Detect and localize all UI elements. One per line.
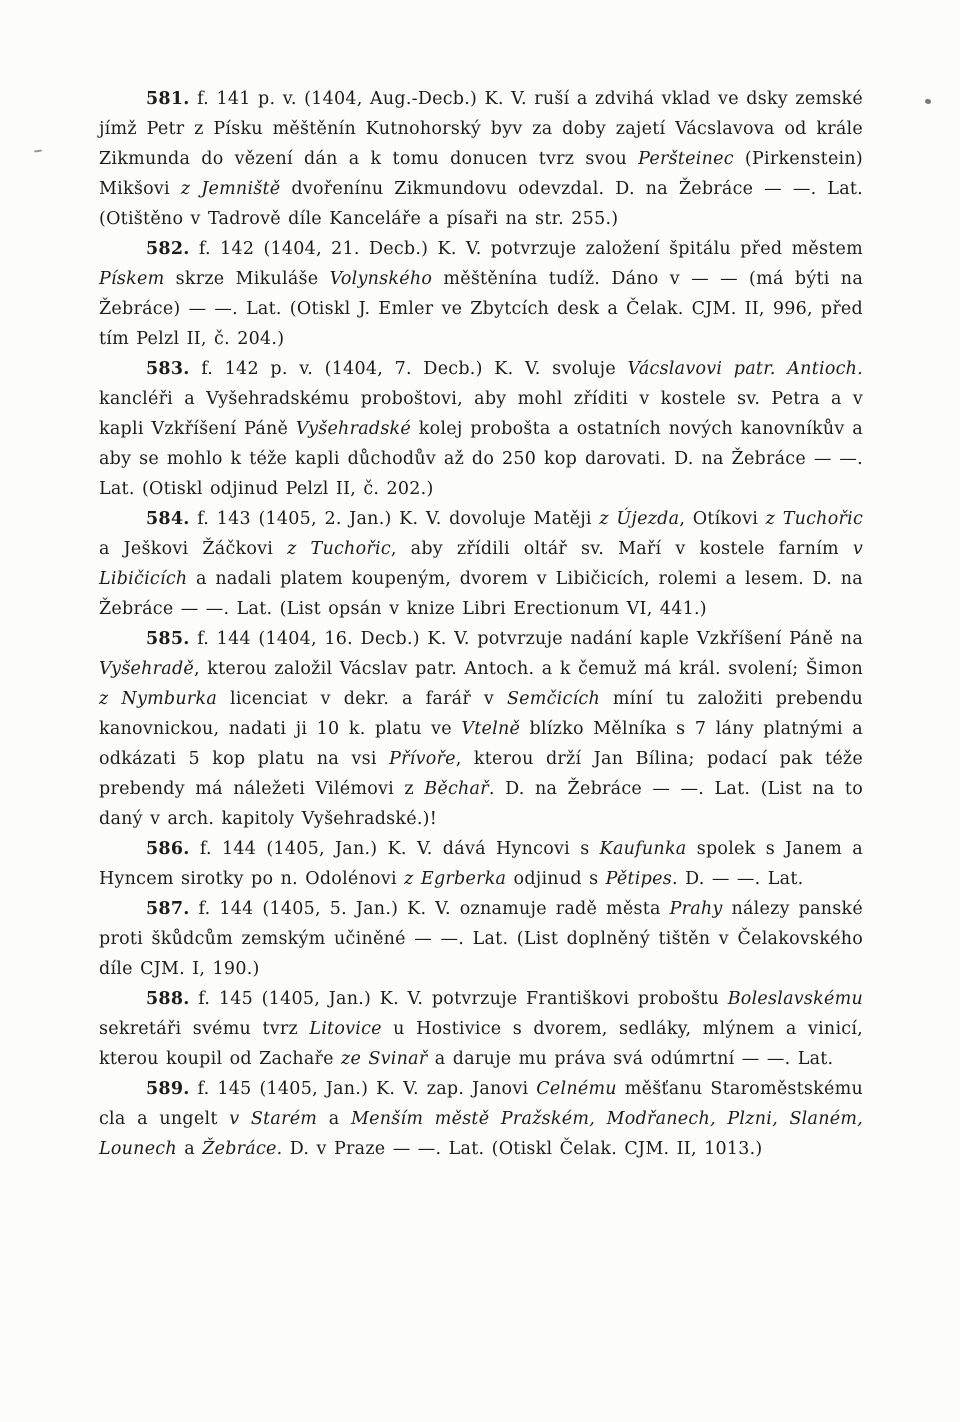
- entry-text: f. 142 p. v. (1404, 7. Decb.) K. V. svoluje: [189, 359, 628, 379]
- entry-number: 581.: [146, 89, 190, 109]
- entry-text: skrze Mikuláše: [164, 269, 330, 289]
- entry-text-italic: Pětipes: [605, 869, 672, 889]
- register-entry: [99, 984, 863, 1074]
- entry-text-italic: v Libičicích: [99, 539, 863, 589]
- entry-text: spolek s Janem a Hyncem sirotky po n. Odolénovi: [99, 839, 863, 889]
- entry-text-italic: Vyšehradě: [99, 659, 195, 679]
- entry-text-italic: Boleslavskému: [727, 989, 863, 1009]
- entry-text: f. 144 (1404, 16. Decb.) K. V. potvrzuje nadání kaple Vzkříšení Páně na: [189, 629, 863, 649]
- entry-text-italic: Celnému: [536, 1079, 617, 1099]
- entry-text: f. 144 (1405, 5. Jan.) K. V. oznamuje radě města: [189, 899, 670, 919]
- entry-text-italic: Litovice: [309, 1019, 382, 1039]
- entry-number: 584.: [146, 509, 190, 529]
- register-entry: [99, 624, 863, 834]
- entry-text-italic: z Tuchořic: [287, 539, 391, 559]
- entry-text-italic: Prahy: [669, 899, 723, 919]
- register-entry: [99, 504, 863, 624]
- entry-text: blízko Mělníka s 7 lány platnými a odkázati 5 kop platu na vsi: [99, 719, 863, 769]
- entry-text: dvořenínu Zikmundovu odevzdal. D. na Žebráce — —. Lat. (Otištěno v Tadrově díle Kanceláře a písaři na str. 255.): [99, 179, 863, 229]
- entry-text-italic: z Nymburka: [99, 689, 218, 709]
- entry-text: , aby zřídili oltář sv. Maří v kostele farním: [390, 539, 853, 559]
- entry-text-italic: Semčicích: [506, 689, 600, 709]
- entry-text: licenciat v dekr. a farář v: [217, 689, 507, 709]
- entry-text-italic: Vyšehradské: [295, 419, 412, 439]
- entry-text: f. 145 (1405, Jan.) K. V. zap. Janovi: [189, 1079, 537, 1099]
- register-entry: [99, 354, 863, 504]
- entry-text: a: [317, 1109, 351, 1129]
- entry-text-italic: z Újezda: [599, 509, 680, 529]
- entry-number: 586.: [146, 839, 190, 859]
- entry-text: u Hostivice s dvorem, sedláky, mlýnem a vinicí, kterou koupil od Zachaře: [99, 1019, 863, 1069]
- entry-number: 583.: [146, 359, 190, 379]
- entry-text-italic: Běchař: [424, 779, 489, 799]
- entry-text-italic: Peršteinec: [638, 149, 734, 169]
- entry-text-italic: z Jemniště: [180, 179, 281, 199]
- entry-text: . D. na Žebráce — —. Lat. (List na to daný v arch. kapitoly Vyšehradské.)!: [99, 779, 863, 829]
- entry-text: f. 144 (1405, Jan.) K. V. dává Hyncovi s: [189, 839, 600, 859]
- entry-text-italic: ze Svinař: [341, 1049, 428, 1069]
- entry-text-italic: Přívoře: [389, 749, 456, 769]
- entry-text: sekretáři svému tvrz: [99, 1019, 310, 1039]
- entry-text-italic: Vácslavovi patr. Antioch.: [627, 359, 863, 379]
- entry-text-italic: Vtelně: [461, 719, 521, 739]
- entry-text: a: [176, 1139, 203, 1159]
- entry-text-italic: Žebráce: [202, 1139, 277, 1159]
- entry-number: 589.: [146, 1079, 190, 1099]
- entry-text: odjinud s: [506, 869, 606, 889]
- register-entry: [99, 84, 863, 234]
- entry-text: a Ješkovi Žáčkovi: [99, 539, 288, 559]
- entry-text: f. 142 (1404, 21. Decb.) K. V. potvrzuje založení špitálu před městem: [189, 239, 863, 259]
- entry-text-italic: Volynského: [329, 269, 433, 289]
- entry-text: a daruje mu práva svá odúmrtní — —. Lat.: [427, 1049, 834, 1069]
- entry-text-italic: Menším městě Pražském, Modřanech, Plzni, Slaném, Lounech: [99, 1109, 863, 1159]
- entry-text: kancléři a Vyšehradskému proboštovi, aby mohl zříditi v kostele sv. Petra a v kapli Vzkříšení Páně: [99, 389, 863, 439]
- entry-text: f. 141 p. v. (1404, Aug.-Decb.) K. V. ruší a zdvihá vklad ve dsky zemské jímž Petr z Písku měštěnín Kutnohorský byv za doby zajetí Vácslavova od krále Zikmunda do vězení dán a k tomu donucen tvrz svou: [99, 89, 863, 169]
- entry-text: měšťanu Staroměstskému cla a ungelt: [99, 1079, 863, 1129]
- entry-text: měštěnína tudíž. Dáno v — — (má býti na Žebráce) — —. Lat. (Otiskl J. Emler ve Zbytcích desk a Čelak. CJM. II, 996, před tím Pelzl II, č. 204.): [99, 269, 863, 349]
- entry-text: nálezy panské proti škůdcům zemským učiněné — —. Lat. (List doplněný tištěn v Čelakovského díle CJM. I, 190.): [99, 899, 863, 979]
- entry-number: 587.: [146, 899, 190, 919]
- entry-number: 585.: [146, 629, 190, 649]
- entry-number: 582.: [146, 239, 190, 259]
- entry-text: , kterou drží Jan Bílina; podací pak téže prebendy má náležeti Vilémovi z: [99, 749, 863, 799]
- entry-number: 588.: [146, 989, 190, 1009]
- entry-text-italic: Pískem: [99, 269, 165, 289]
- entry-text-italic: z Tuchořic: [765, 509, 864, 529]
- register-entry: [99, 834, 863, 894]
- register-entries-column: [99, 84, 863, 1164]
- register-entry: [99, 894, 863, 984]
- entry-text: kolej probošta a ostatních nových kanovníkův a aby se mohlo k téže kapli důchodův až do 250 kop darovati. D. na Žebráce — —. Lat. (Otiskl odjinud Pelzl II, č. 202.): [99, 419, 863, 499]
- entry-text-italic: z Egrberka: [404, 869, 507, 889]
- entry-text: f. 143 (1405, 2. Jan.) K. V. dovoluje Matěji: [189, 509, 600, 529]
- register-entry: [99, 1074, 863, 1164]
- entry-text: (Pirkenstein) Mikšovi: [99, 149, 863, 199]
- margin-mark: [34, 149, 42, 152]
- ink-speck: [924, 98, 932, 105]
- entry-text: míní tu založiti prebendu kanovnickou, nadati ji 10 k. platu ve: [99, 689, 863, 739]
- entry-text: a nadali platem koupeným, dvorem v Libičicích, rolemi a lesem. D. na Žebráce — —. Lat. (List opsán v knize Libri Erectionum VI, 441.): [99, 569, 863, 619]
- entry-text: . D. — —. Lat.: [671, 869, 804, 889]
- entry-text: . D. v Praze — —. Lat. (Otiskl Čelak. CJM. II, 1013.): [276, 1139, 763, 1159]
- entry-text: , Otíkovi: [679, 509, 766, 529]
- entry-text: , kterou založil Vácslav patr. Antoch. a k čemuž má král. svolení; Šimon: [194, 659, 863, 679]
- register-entry: [99, 234, 863, 354]
- entry-text-italic: v Starém: [229, 1109, 318, 1129]
- entry-text-italic: Kaufunka: [599, 839, 687, 859]
- entry-text: f. 145 (1405, Jan.) K. V. potvrzuje Františkovi proboštu: [189, 989, 728, 1009]
